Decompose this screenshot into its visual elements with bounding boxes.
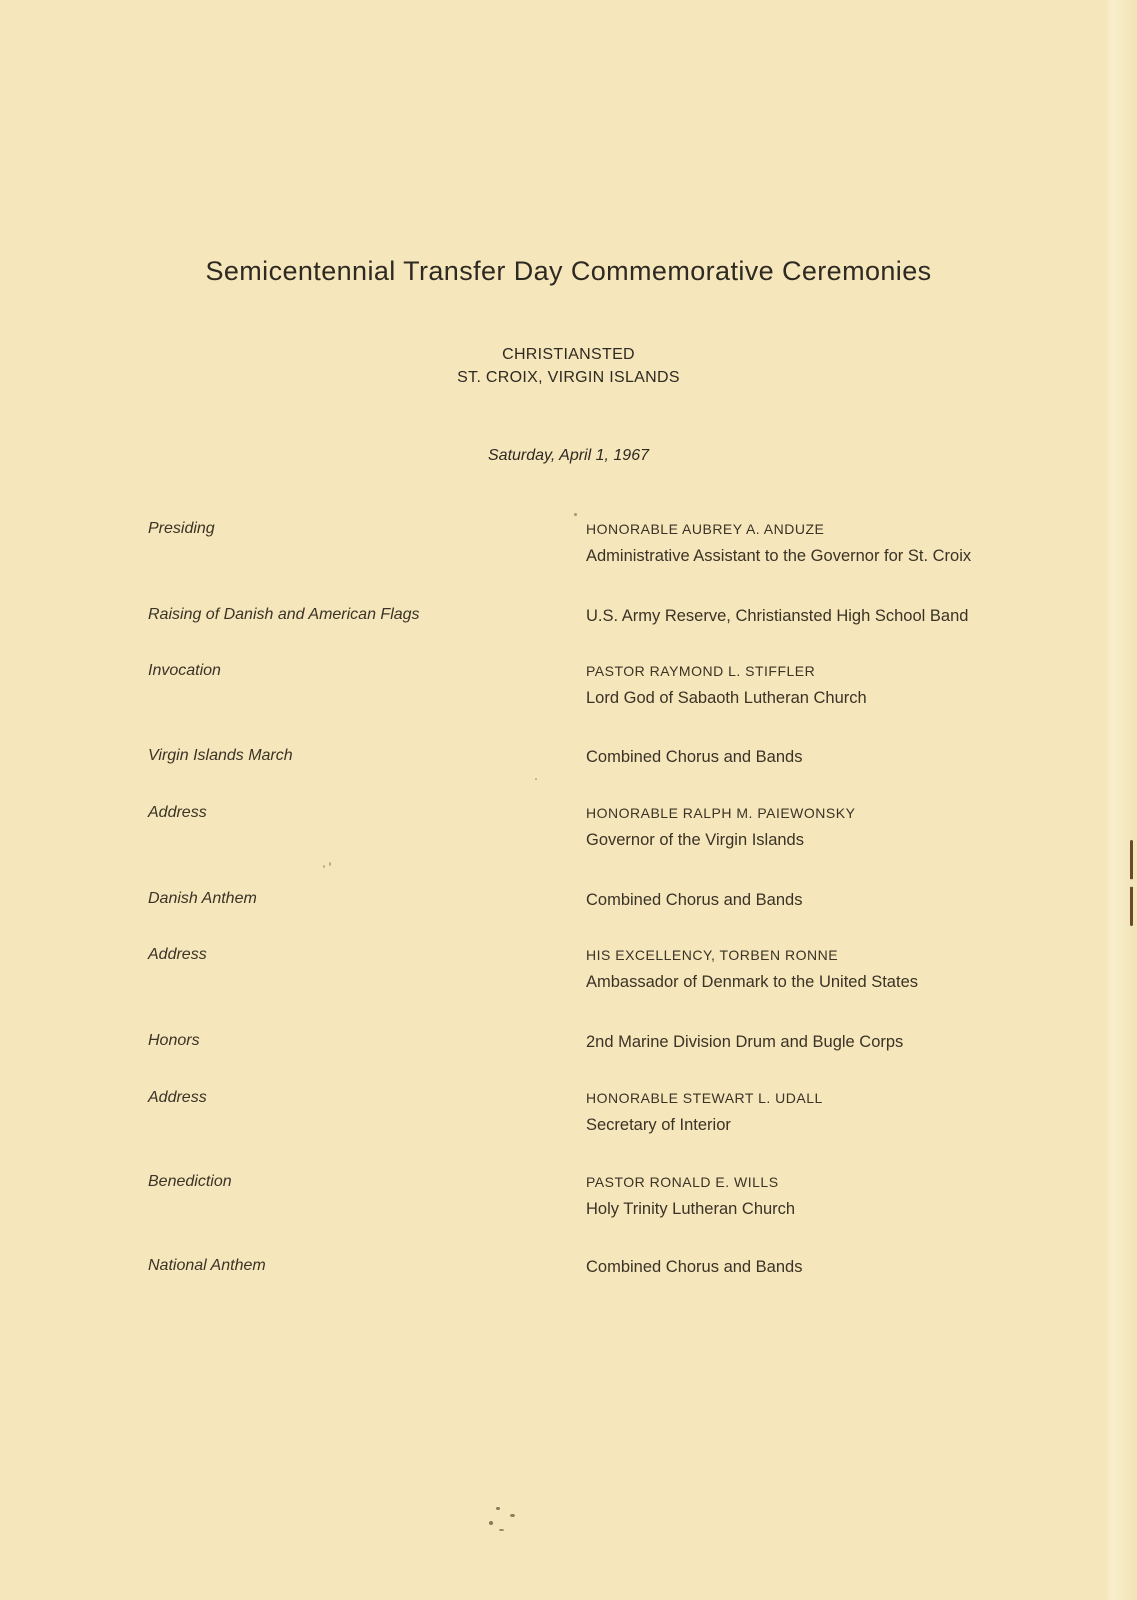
- program-participant: [586, 946, 918, 992]
- participant-description: Governor of the Virgin Islands: [586, 831, 804, 849]
- program-role: Raising of Danish and American Flags: [148, 606, 420, 623]
- program-participant: [586, 804, 855, 850]
- paper-speck: [574, 513, 577, 516]
- participant-name: PASTOR RONALD E. WILLS: [586, 1174, 779, 1190]
- participant-description: Lord God of Sabaoth Lutheran Church: [586, 689, 867, 707]
- program-role: Address: [148, 1089, 207, 1106]
- program-participant: [586, 606, 968, 626]
- program-role: Address: [148, 804, 207, 821]
- participant-description: Administrative Assistant to the Governor for St. Croix: [586, 547, 972, 565]
- paper-speck: [535, 778, 537, 780]
- program-participant: [586, 1257, 802, 1277]
- location: [0, 343, 1137, 389]
- program-participant: [586, 747, 802, 767]
- program-role: Honors: [148, 1032, 200, 1049]
- participant-description: 2nd Marine Division Drum and Bugle Corps: [586, 1033, 904, 1051]
- program-participant: [586, 662, 867, 708]
- program-participant: [586, 520, 971, 566]
- participant-description: Ambassador of Denmark to the United States: [586, 973, 918, 991]
- program-role: Danish Anthem: [148, 890, 257, 907]
- participant-description: Secretary of Interior: [586, 1116, 731, 1134]
- location-city: CHRISTIANSTED: [502, 346, 635, 363]
- participant-name: HONORABLE AUBREY A. ANDUZE: [586, 521, 825, 537]
- paper-speck: [510, 1514, 515, 1517]
- participant-description: Combined Chorus and Bands: [586, 1258, 803, 1276]
- program-role: Presiding: [148, 520, 215, 537]
- participant-description: Combined Chorus and Bands: [586, 748, 803, 766]
- page-title: Semicentennial Transfer Day Commemorative Ceremonies: [205, 256, 932, 286]
- program-role: Address: [148, 946, 207, 963]
- paper-speck: [329, 862, 331, 866]
- paper-speck: [499, 1529, 504, 1531]
- participant-name: PASTOR RAYMOND L. STIFFLER: [586, 663, 816, 679]
- participant-name: HONORABLE STEWART L. UDALL: [586, 1090, 823, 1106]
- program-role: Benediction: [148, 1173, 232, 1190]
- program-participant: [586, 1032, 903, 1052]
- participant-description: U.S. Army Reserve, Christiansted High School Band: [586, 607, 969, 625]
- program-participant: [586, 1173, 795, 1219]
- program-role: Invocation: [148, 662, 221, 679]
- event-date: Saturday, April 1, 1967: [488, 447, 649, 464]
- participant-description: Combined Chorus and Bands: [586, 891, 803, 909]
- paper-speck: [489, 1521, 493, 1525]
- paper-speck: [496, 1507, 500, 1510]
- program-role: National Anthem: [148, 1257, 266, 1274]
- participant-description: Holy Trinity Lutheran Church: [586, 1200, 796, 1218]
- paper-speck: [323, 865, 325, 868]
- location-island: ST. CROIX, VIRGIN ISLANDS: [457, 369, 680, 386]
- program-participant: [586, 890, 802, 910]
- staple-mark: [1130, 840, 1133, 926]
- program-participant: [586, 1089, 823, 1135]
- participant-name: HIS EXCELLENCY, TORBEN RONNE: [586, 947, 839, 963]
- program-role: Virgin Islands March: [148, 747, 293, 764]
- participant-name: HONORABLE RALPH M. PAIEWONSKY: [586, 805, 856, 821]
